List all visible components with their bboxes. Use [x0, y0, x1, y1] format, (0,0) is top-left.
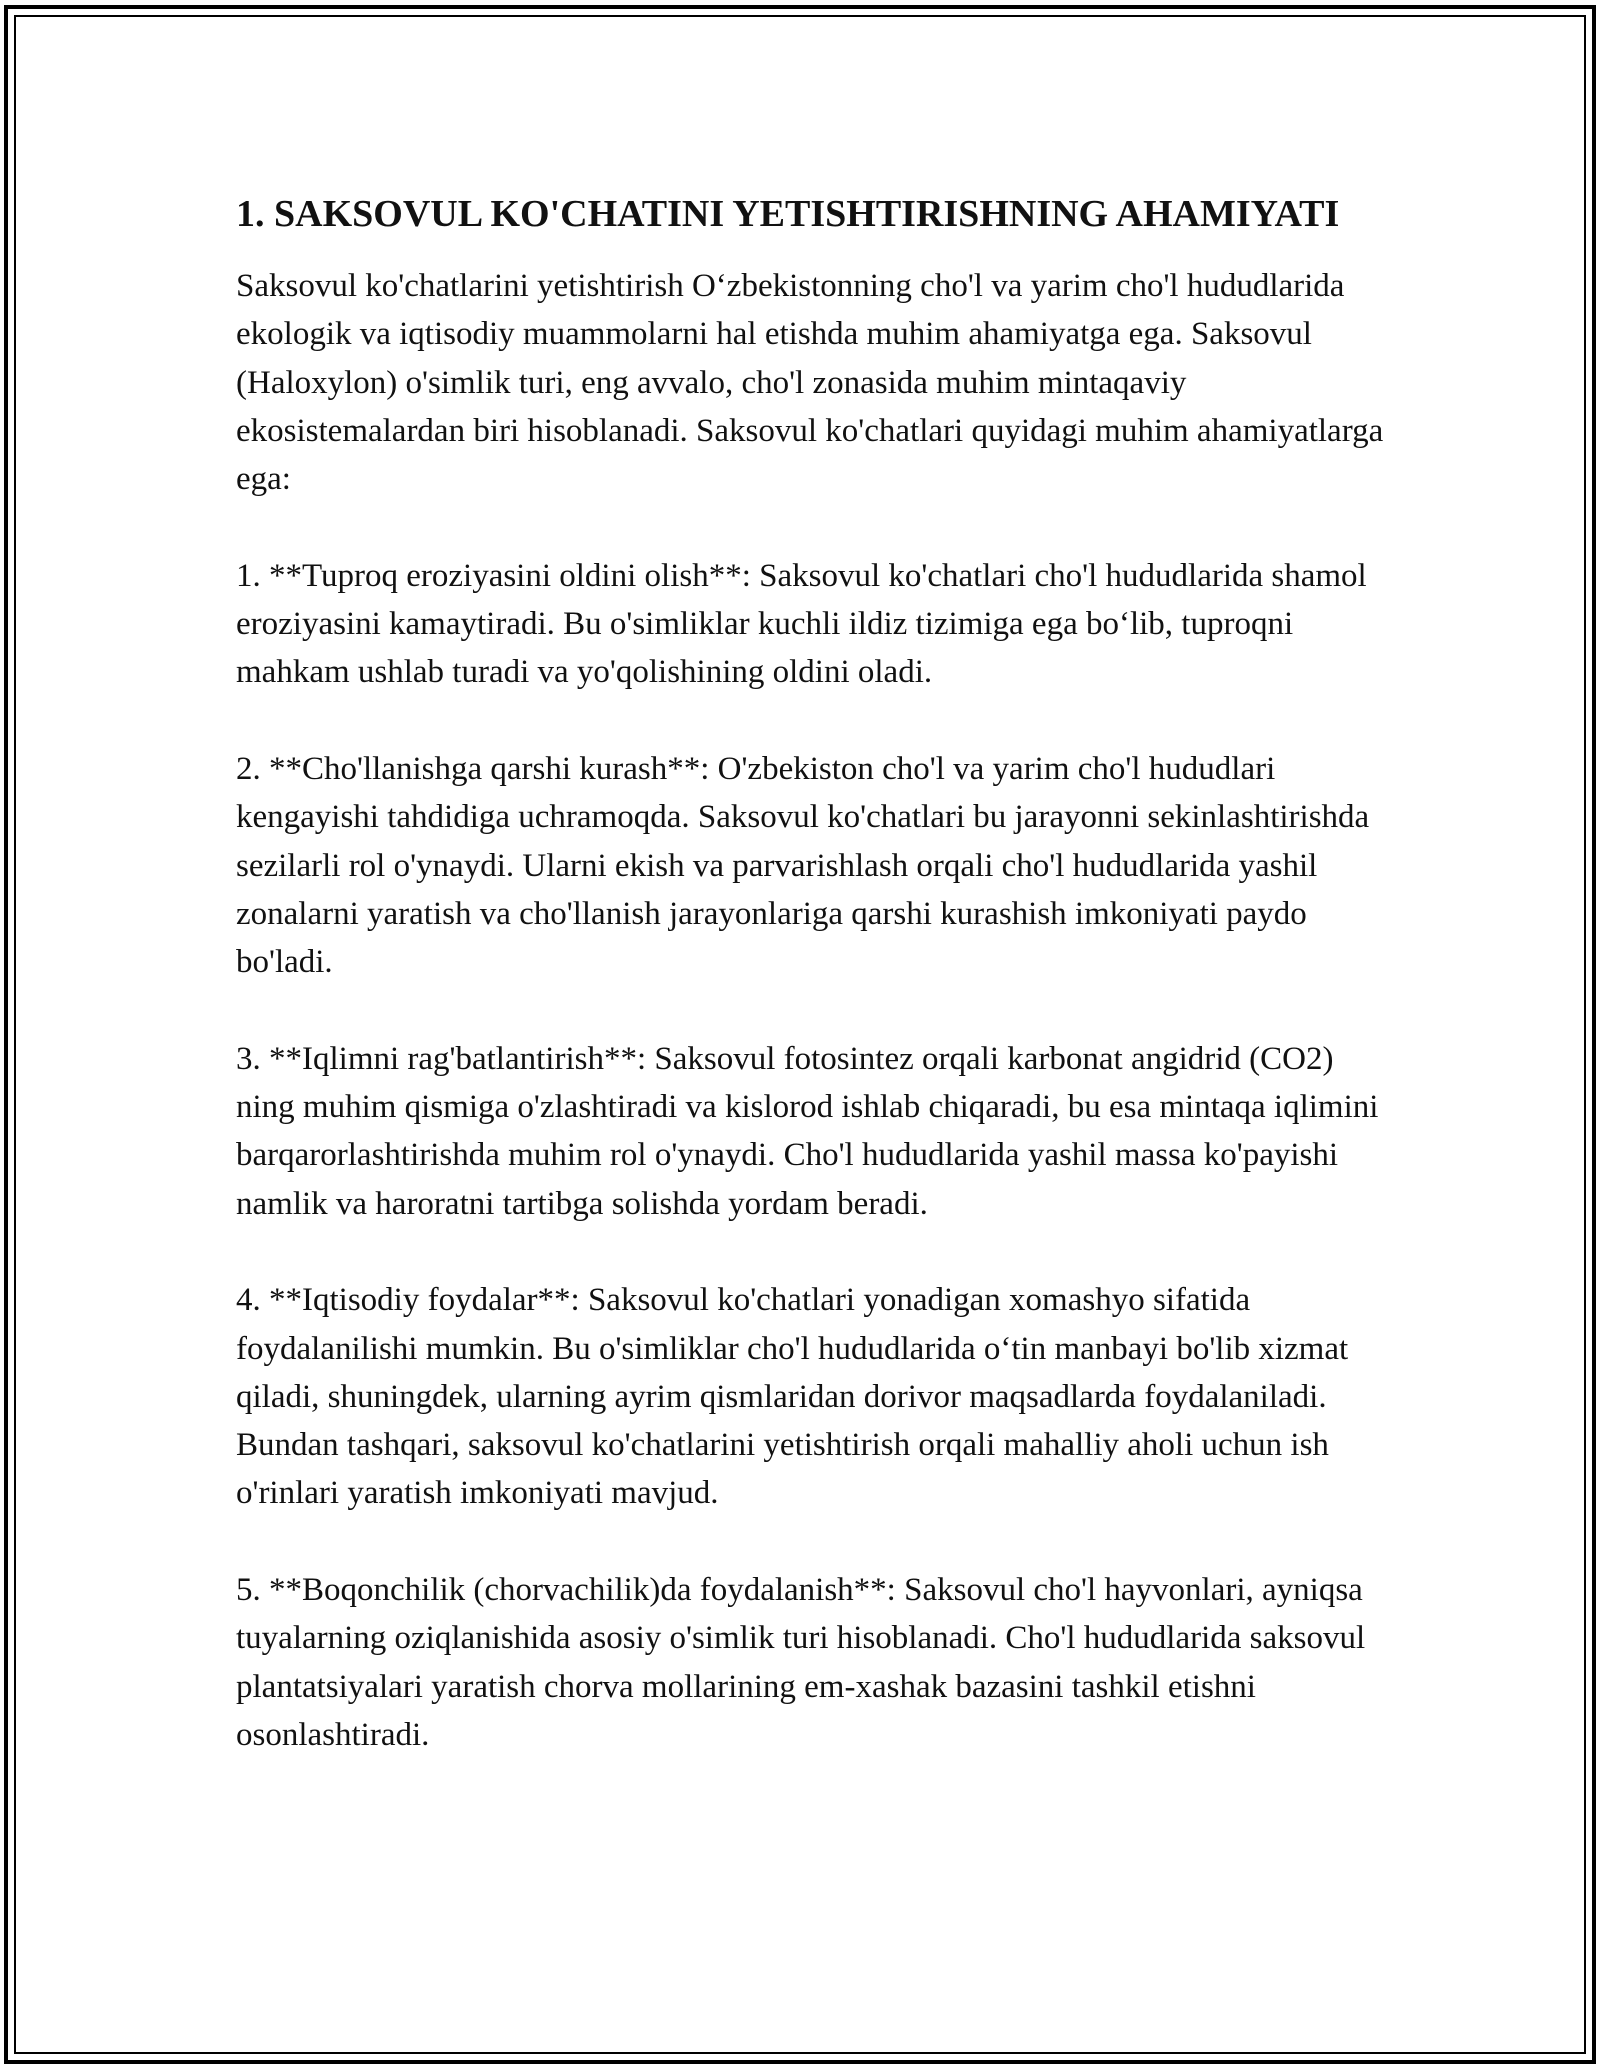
section-heading: 1. SAKSOVUL KO'CHATINI YETISHTIRISHNING AHAMIYATI	[236, 193, 1340, 235]
list-item-desertification: 2. **Cho'llanishga qarshi kurash**: O'zbekiston cho'l va yarim cho'l hududlari kengayishi tahdidiga uchramoqda. Saksovul ko'chatlari bu jarayonni sekinlashtirishda sezilarli rol o'ynaydi. Ularni ekish va parvarishlash orqali cho'l hududlarida yashil zonalarni yaratish va cho'llanish jarayonlariga qarshi kurashish imkoniyati paydo bo'ladi.	[236, 750, 1370, 981]
intro-paragraph: Saksovul ko'chatlarini yetishtirish O‘zbekistonning cho'l va yarim cho'l hududlarida ekologik va iqtisodiy muammolarni hal etishda muhim ahamiyatga ega. Saksovul (Haloxylon) o'simlik turi, eng avvalo, cho'l zonasida muhim mintaqaviy ekosistemalardan biri hisoblanadi. Saksovul ko'chatlari quyidagi muhim ahamiyatlarga ega:	[236, 268, 1384, 498]
list-item-livestock: 5. **Boqonchilik (chorvachilik)da foydalanish**: Saksovul cho'l hayvonlari, ayniqsa tuyalarning oziqlanishida asosiy o'simlik turi hisoblanadi. Cho'l hududlarida saksovul plantatsiyalari yaratish chorva mollarining em-xashak bazasini tashkil etishni osonlashtiradi.	[236, 1572, 1366, 1753]
list-item-economic-benefits: 4. **Iqtisodiy foydalar**: Saksovul ko'chatlari yonadigan xomashyo sifatida foydalanilishi mumkin. Bu o'simliklar cho'l hududlarida o‘tin manbayi bo'lib xizmat qiladi, shuningdek, ularning ayrim qismlaridan dorivor maqsadlarda foydalaniladi. Bundan tashqari, saksovul ko'chatlarini yetishtirish orqali mahalliy aholi uchun ish o'rinlari yaratish imkoniyati mavjud.	[236, 1282, 1349, 1512]
list-item-soil-erosion: 1. **Tuproq eroziyasini oldini olish**: Saksovul ko'chatlari cho'l hududlarida shamol eroziyasini kamaytiradi. Bu o'simliklar kuchli ildiz tizimiga ega bo‘lib, tuproqni mahkam ushlab turadi va yo'qolishining oldini oladi.	[236, 557, 1367, 691]
list-item-climate: 3. **Iqlimni rag'batlantirish**: Saksovul fotosintez orqali karbonat angidrid (CO2) ning muhim qismiga o'zlashtiradi va kislorod ishlab chiqaradi, bu esa mintaqa iqlimini barqarorlashtirishda muhim rol o'ynaydi. Cho'l hududlarida yashil massa ko'payishi namlik va haroratni tartibga solishda yordam beradi.	[236, 1040, 1379, 1222]
document-body	[236, 190, 1386, 1808]
